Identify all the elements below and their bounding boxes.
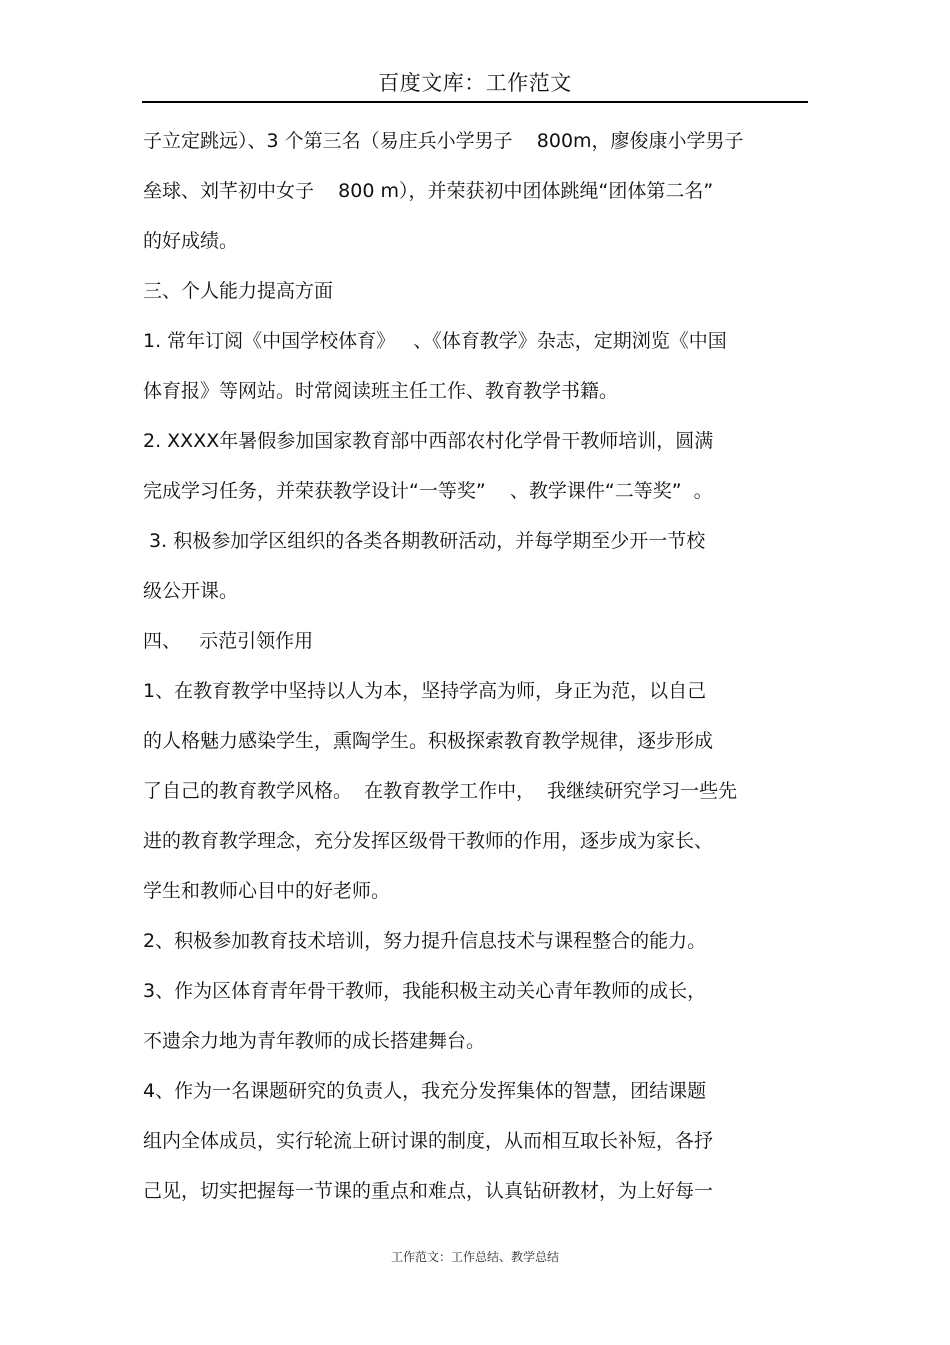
body-line: 的人格魅力感染学生，熏陶学生。积极探索教育教学规律，逐步形成 [143, 730, 714, 752]
body-line: 3. 积极参加学区组织的各类各期教研活动，并每学期至少开一节校 [143, 530, 706, 552]
body-line: 进的教育教学理念，充分发挥区级骨干教师的作用，逐步成为家长、 [143, 830, 714, 852]
body-line: 不遗余力地为青年教师的成长搭建舞台。 [143, 1030, 486, 1052]
body-line: 垒球、刘芊初中女子 800 m），并荣获初中团体跳绳“团体第二名” [143, 180, 714, 202]
section-heading: 三、个人能力提高方面 [143, 280, 334, 302]
body-line: 己见，切实把握每一节课的重点和难点，认真钻研教材，为上好每一 [143, 1180, 714, 1202]
body-line: 子立定跳远）、3 个第三名（易庄兵小学男子 800m，廖俊康小学男子 [143, 130, 744, 152]
body-line: 1、在教育教学中坚持以人为本，坚持学高为师，身正为范，以自己 [143, 680, 707, 702]
footer-text: 工作范文：工作总结、教学总结 [390, 1250, 559, 1264]
body-line: 体育报》等网站。时常阅读班主任工作、教育教学书籍。 [143, 380, 619, 402]
body-line: 完成学习任务，并荣获教学设计“一等奖” 、教学课件“二等奖” 。 [143, 480, 713, 502]
header-title: 百度文库：工作范文 [378, 71, 572, 95]
body-line: 4、作为一名课题研究的负责人，我充分发挥集体的智慧，团结课题 [143, 1080, 707, 1102]
body-line: 1. 常年订阅《中国学校体育》 、《体育教学》杂志，定期浏览《中国 [143, 330, 727, 352]
body-line: 2. XXXX年暑假参加国家教育部中西部农村化学骨干教师培训，圆满 [143, 430, 714, 452]
body-line: 了自己的教育教学风格。 在教育教学工作中， 我继续研究学习一些先 [143, 780, 738, 802]
body-line: 2、积极参加教育技术培训，努力提升信息技术与课程整合的能力。 [143, 930, 707, 952]
body-line: 级公开课。 [143, 580, 239, 602]
body-line: 3、作为区体育青年骨干教师，我能积极主动关心青年教师的成长， [143, 980, 707, 1002]
body-line: 组内全体成员，实行轮流上研讨课的制度，从而相互取长补短，各抒 [143, 1130, 714, 1152]
header-divider [142, 101, 808, 103]
body-line: 学生和教师心目中的好老师。 [143, 880, 391, 902]
body-line: 的好成绩。 [143, 230, 239, 252]
section-heading: 四、 示范引领作用 [143, 630, 314, 652]
